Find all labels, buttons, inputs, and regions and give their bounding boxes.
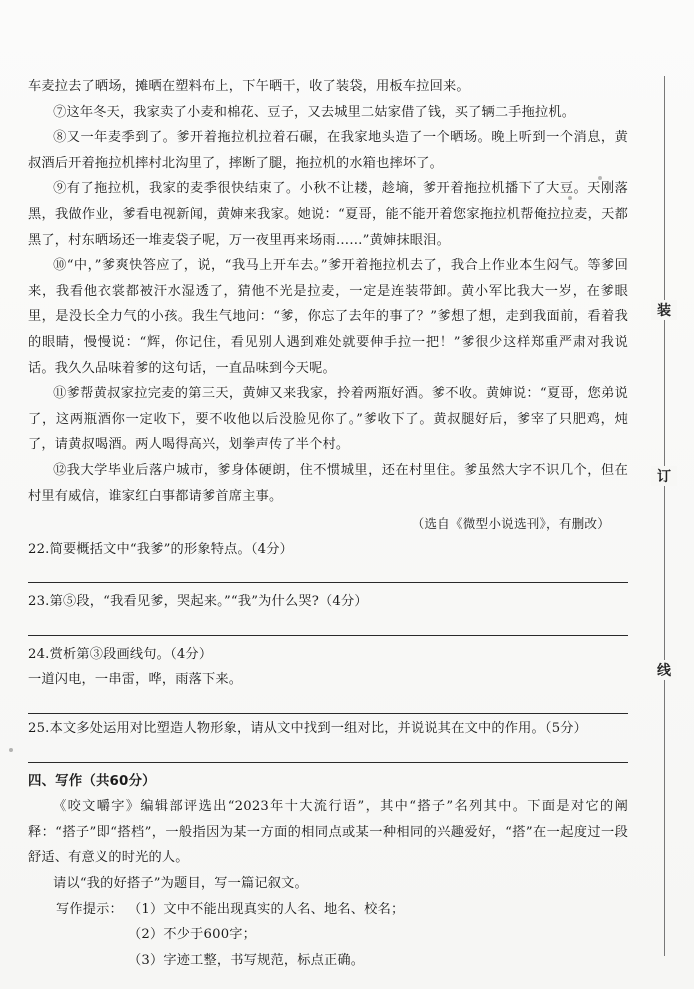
answer-space: [28, 742, 628, 762]
question-23: 23.第⑤段，“我看见爹，哭起来。”“我”为什么哭?（4分）: [28, 594, 368, 610]
writing-tips: [28, 897, 628, 974]
question-24: 24.赏析第③段画线句。（4分）: [28, 646, 213, 662]
question-24-quote: 一道闪电，一串雷，哗，雨落下来。: [28, 672, 243, 688]
answer-line: [28, 582, 628, 583]
answer-space: [28, 615, 628, 635]
binding-char-zhuang: 装: [651, 300, 677, 320]
answer-space: [28, 693, 628, 713]
passage-paragraph: ⑦这年冬天，我家卖了小麦和棉花、豆子，又去城里二姑家借了钱，买了辆二手拖拉机。: [53, 104, 576, 120]
binding-char-xian: 线: [651, 660, 677, 680]
passage-paragraph: ⑪爹帮黄叔家拉完麦的第三天，黄婶又来我家，拎着两瓶好酒。爹不收。黄婶说：“夏哥，您弟说了，这两瓶酒你一定收下，要不收他以后没脸见你了。”爹收下了。黄叔腿好后，爹宰了只肥鸡，炖了，请黄叔喝酒。两人喝得高兴，划拳声传了半个村。: [28, 386, 628, 453]
answer-space: [28, 562, 628, 582]
passage-paragraph: ⑨有了拖拉机，我家的麦季很快结束了。小秋不让耧，趁墒，爹开着拖拉机播下了大豆。天刚落黑，我做作业，爹看电视新闻，黄婶来我家。她说：“夏哥，能不能开着您家拖拉机帮俺拉拉麦，天都黑了，村东晒场还一堆麦袋子呢，万一夜里再来场雨……”黄婶抹眼泪。: [28, 181, 628, 248]
writing-tip-item: [28, 897, 628, 923]
passage-paragraph: ⑫我大学毕业后落户城市，爹身体硬朗，住不惯城里，还在村里住。爹虽然大字不识几个，但在村里有威信，谁家红白事都请爹首席主事。: [28, 462, 628, 504]
scan-speck: [9, 748, 13, 752]
answer-line: [28, 762, 628, 763]
answer-line: [28, 713, 628, 714]
binding-line: [664, 76, 666, 956]
writing-intro: 《咬文嚼字》编辑部评选出“2023年十大流行语”，其中“搭子”名列其中。下面是对它的阐释：“搭子”即“搭档”，一般指因为某一方面的相同点或某一种相同的兴趣爱好，“搭”在一起度过一段舒适、有意义的时光的人。: [28, 799, 628, 866]
writing-prompt: 请以“我的好搭子”为题目，写一篇记叙文。: [53, 876, 308, 892]
reading-passage: [28, 74, 628, 973]
writing-tip-text: （1）文中不能出现真实的人名、地名、校名；: [128, 901, 405, 917]
writing-tip-item: （3）字迹工整，书写规范，标点正确。: [128, 952, 365, 968]
writing-section-title: 四、写作（共60分）: [28, 773, 156, 789]
answer-line: [28, 635, 628, 636]
passage-paragraph: ⑧又一年麦季到了。爹开着拖拉机拉着石碾，在我家地头造了一个晒场。晚上听到一个消息，黄叔酒后开着拖拉机摔村北沟里了，摔断了腿，拖拉机的水箱也摔坏了。: [28, 130, 628, 171]
writing-tip-item: （2）不少于600字；: [128, 927, 257, 943]
question-22: 22.简要概括文中“我爹”的形象特点。（4分）: [28, 541, 294, 557]
scan-speck: [568, 196, 572, 200]
question-25: 25.本文多处运用对比塑造人物形象，请从文中找到一组对比，并说说其在文中的作用。（5分）: [28, 721, 588, 737]
passage-paragraph: 车麦拉去了晒场，摊晒在塑料布上，下午晒干，收了装袋，用板车拉回来。: [28, 79, 470, 94]
binding-char-ding: 订: [651, 466, 677, 486]
writing-tips-label: 写作提示：: [56, 901, 123, 917]
passage-paragraph: ⑩“中，”爹爽快答应了，说，“我马上开车去。”爹开着拖拉机去了，我合上作业本生闷气。等爹回来，我看他衣裳都被汗水湿透了，猜他不光是拉麦，一定是连装带卸。黄小军比我大一岁，在爹眼里，是没长全力气的小孩。我生气地问：“爹，你忘了去年的事了？”爹想了想，走到我面前，看着我的眼睛，慢慢说：“辉，你记住，看见别人遇到难处就要伸手拉一把！”爹很少这样郑重严肃对我说话。我久久品味着爹的这句话，一直品味到今天呢。: [28, 258, 628, 376]
scan-speck: [598, 176, 602, 180]
passage-source: （选自《微型小说选刊》，有删改）: [411, 516, 610, 532]
